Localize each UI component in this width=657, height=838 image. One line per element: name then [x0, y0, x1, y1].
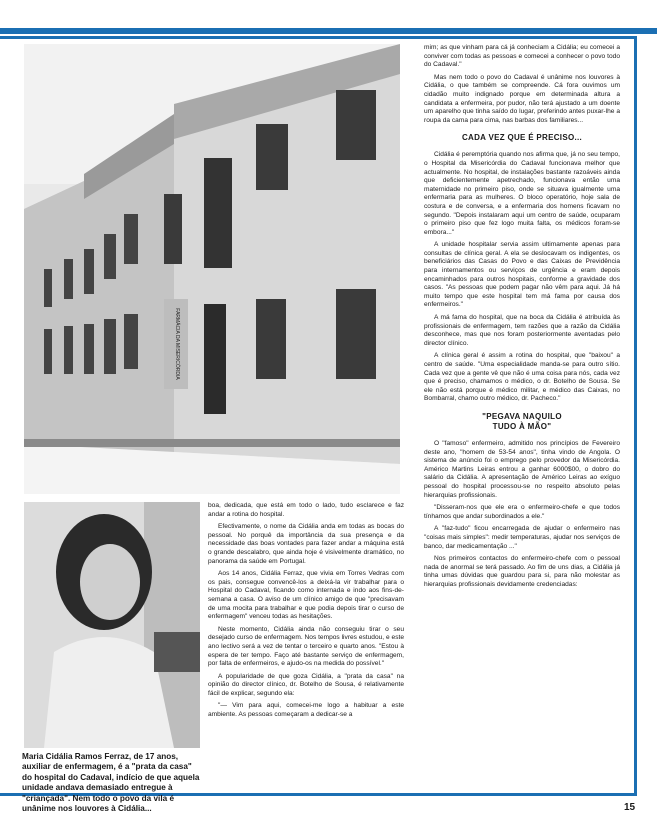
- building-sign: FARMÁCIA DA MISERICÓRDIA: [174, 308, 180, 380]
- paragraph: A popularidade de que goza Cidália, a "prata da casa" na opinião do director clínico, dr. Botelho de Sousa, é relativamente fácil de explicar, segundo ela:: [208, 672, 404, 697]
- paragraph: Aos 14 anos, Cidália Ferraz, que vivia em Torres Vedras com os pais, consegue convencê-los a deixá-la vir trabalhar para o Hospital do Cadaval, ficando como internada e indo aos fins-de-semana a casa. O aviso de um clínico amigo de que "precisavam de uma mocita para trabalhar e que podia depois tirar o curso de enfermagem" venceu todas as hesitações.: [208, 570, 404, 621]
- section-heading-line: "PEGAVA NAQUILO: [482, 411, 562, 421]
- paragraph: A clínica geral é assim a rotina do hospital, que "baixou" a centro de saúde. "Uma especialidade manda-se para outro sítio. Cada vez que a gente vê que não é uma coisa para nós, cada vez que é preciso, chamamos o médico, o dr. Botelho de Sousa. Se ele não está porque é médico militar, e médico das Caixas, no Bombarral, chamo outro médico, dr. Pacheco.": [424, 352, 620, 403]
- paragraph: mim; as que vinham para cá já conheciam a Cidália; eu comecei a conviver com todas as pessoas e comecei a conhecer o povo todo do Cadaval.": [424, 44, 620, 69]
- paragraph: Mas nem todo o povo do Cadaval é unânime nos louvores à Cidália, o que também se compreende. Cá fora ouvimos um cidadão muito indignado porque em determinada altura a candidata a enfermeira, por pudor, não terá ajustado a um doente um aparelho que tinha saído do lugar, preferindo antes puxar-lhe a roupa da cama para cima, nas barbas dos familiares...: [424, 73, 620, 124]
- page-number: 15: [624, 802, 636, 813]
- top-blue-rule: [0, 28, 657, 34]
- paragraph: Efectivamente, o nome da Cidália anda em todas as bocas do pessoal. No porquê da importância da sua presença e da necessidade das boas vontades para fazer andar a máquina está o grande descalabro, que ainda hoje é visivelmente dramático, no panorama da saúde em Portugal.: [208, 523, 404, 565]
- paragraph: "— Vim para aqui, comecei-me logo a habituar a este ambiente. As pessoas começaram a dedicar-se a: [208, 702, 404, 719]
- paragraph: A má fama do hospital, que na boca da Cidália é atribuída às profissionais de enfermagem, tem razões que a razão da Cidália desconhece, mas que nos foram posteriormente aventadas pelo director clínico.: [424, 314, 620, 347]
- portrait-photo: [24, 502, 200, 748]
- article-column-right: [424, 44, 620, 593]
- paragraph: boa, dedicada, que está em todo o lado, tudo esclarece e faz andar a rotina do hospital.: [208, 502, 404, 518]
- photo-caption: Maria Cidália Ramos Ferraz, de 17 anos, auxiliar de enfermagem, é a "prata da casa" do hospital do Cadaval, indício de que aquela unidade andava demasiado entregue à "criançada". Nem todo o povo da vila é unânime nos louvores à Cidália...: [22, 752, 200, 814]
- building-photo: [24, 44, 400, 494]
- paragraph: A "faz-tudo" ficou encarregada de ajudar o enfermeiro nas "coisas mais simples": medir temperaturas, ajudar nos serviços de banco, dar medicamentação ...": [424, 525, 620, 550]
- paragraph: Nos primeiros contactos do enfermeiro-chefe com o pessoal nada de anormal se terá passado. Ao fim de uns dias, a Cidália já tinha umas dúvidas que guardou para si, para não molestar as hierarquias profissionais devidamente credenciadas:: [424, 555, 620, 588]
- section-heading: [424, 412, 620, 432]
- article-column-middle: [208, 502, 404, 724]
- paragraph: Cidália é peremptória quando nos afirma que, já no seu tempo, o Hospital da Misericórdia do Cadaval funcionava melhor que actualmente. No hospital, de instalações bastante razoáveis ainda que deficientemente apetrechado, funcionava então uma maternidade no primeiro piso, onde se situava igualmente uma enfermaria para as mulheres. O bloco operatório, hoje sala de costura e de conversa, e a enfermaria dos homens ficavam no segundo. "Depois instalaram aqui um centro de saúde, ocuparam o primeiro piso que fez logo muita falta, os médicos foram-se embora...": [424, 151, 620, 236]
- paragraph: O "famoso" enfermeiro, admitido nos princípios de Fevereiro deste ano, "homem de 53-54 anos", tinha vindo de Angola. O sistema de anúncio foi o emprego pelo provedor da Misericórdia. Américo Martins Leiras entrou a ganhar 6000$00, o dobro do salário da Cidália. A apresentação de Américo Leiras ao exíguo pessoal do hospital processou-se no respeito absoluto pelas hierarquias profissionais.: [424, 439, 620, 499]
- paragraph: "Disseram-nos que ele era o enfermeiro-chefe e que todos tínhamos que andar subordinados a ele.": [424, 504, 620, 520]
- section-heading: CADA VEZ QUE É PRECISO...: [461, 133, 583, 143]
- paragraph: Neste momento, Cidália ainda não conseguiu tirar o seu desejado curso de enfermagem. Nos tempos livres estudou, e este ano lectivo será a vez de tentar o terceiro e quarto anos. "Estou à espera de ter tempo. Faço até bastante serviço de enfermagem, por falta de enfermeiros, e ajudo-os na medida do possível.": [208, 625, 404, 668]
- section-heading-line: TUDO À MÃO": [492, 421, 552, 431]
- paragraph: A unidade hospitalar servia assim ultimamente apenas para consultas de clínica geral. A ela se deslocavam os indigentes, os beneficiários das Casas do Povo e das Caixas de Previdência para internamentos ou serviços de urgência e eram depois encaminhados para outros hospitais, conforme a gravidade dos casos. "As pessoas que podem pagar não vêm para aqui. Já há muito tempo que este hospital tem má fama por causa dos enfermeiros.": [424, 241, 620, 309]
